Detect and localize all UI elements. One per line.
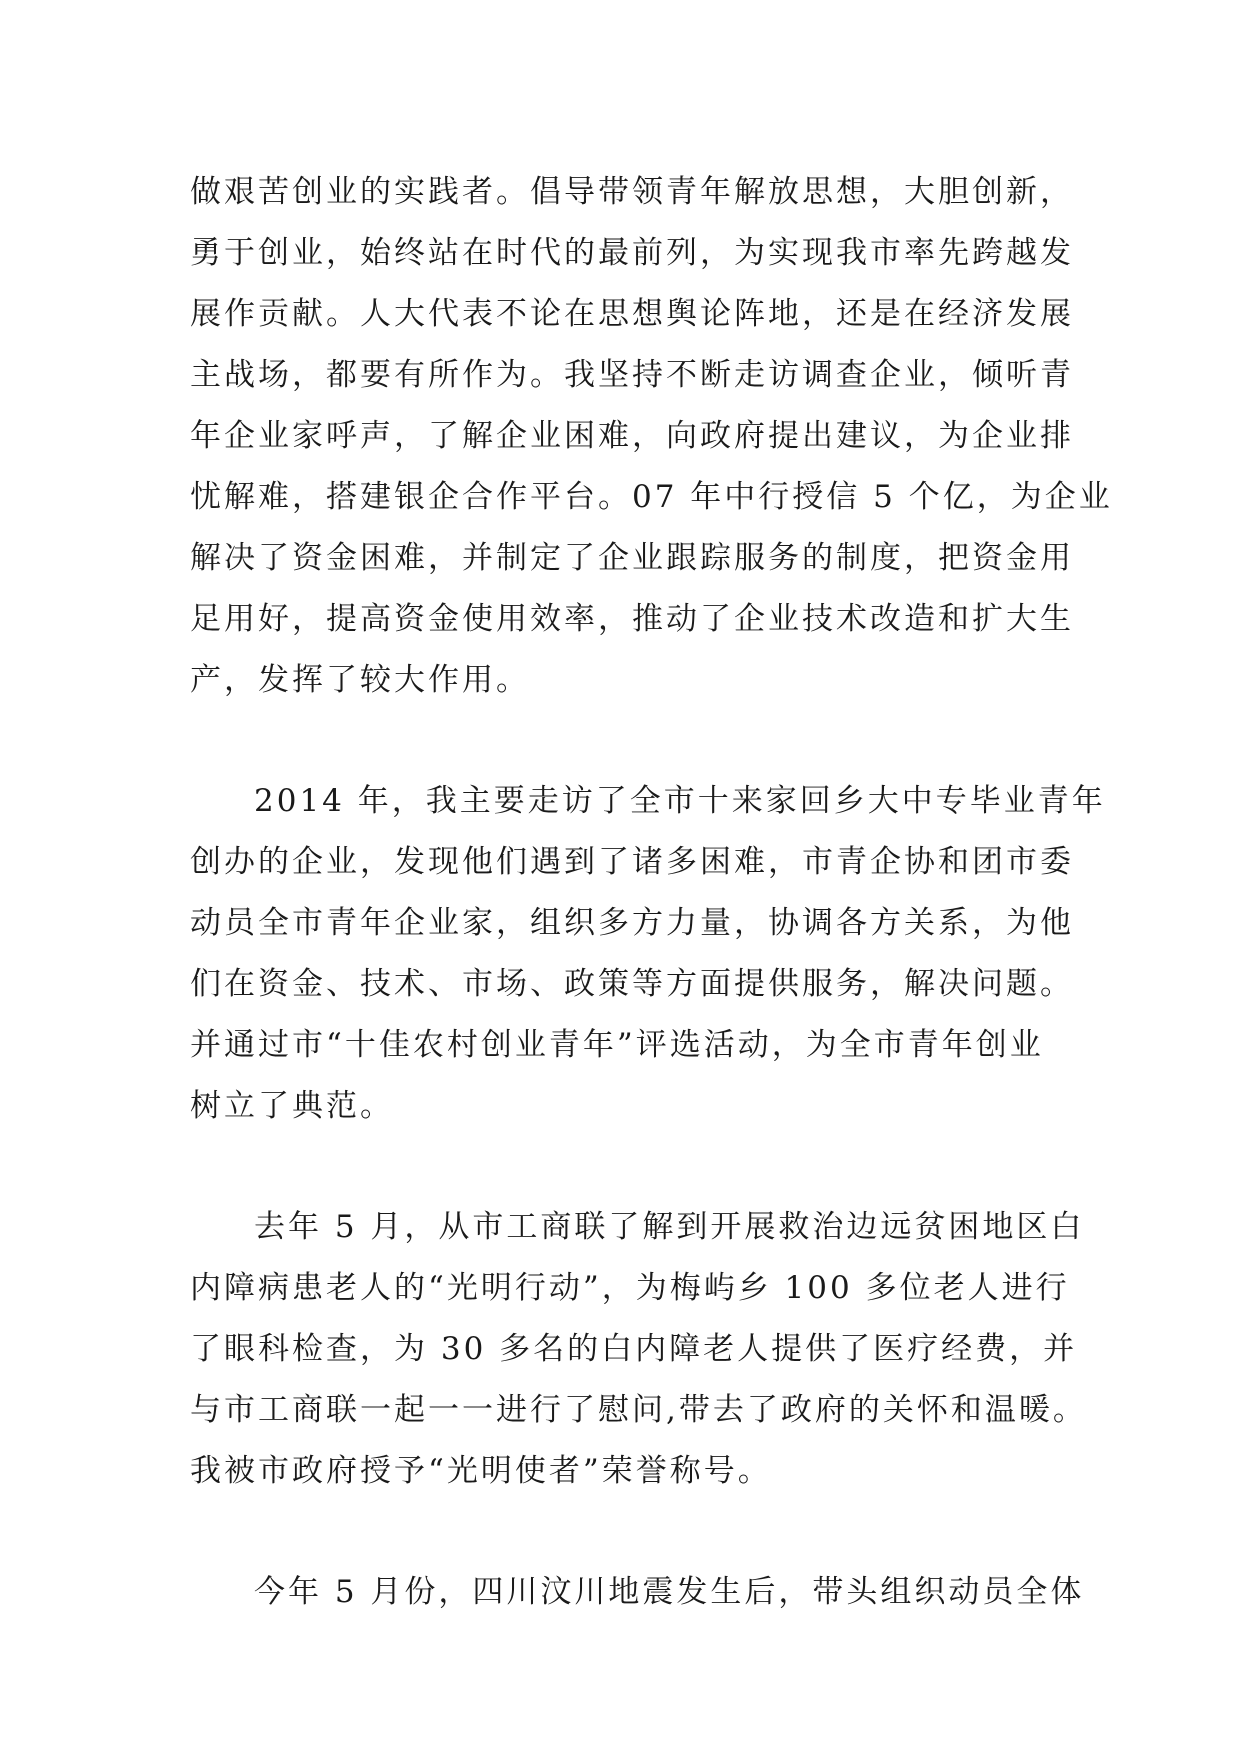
text-line: 解决了资金困难，并制定了企业跟踪服务的制度，把资金用 — [190, 540, 1074, 576]
paragraph-gap — [190, 711, 1060, 771]
text-line: 足用好，提高资金使用效率，推动了企业技术改造和扩大生 — [190, 601, 1074, 637]
document-body — [190, 162, 1113, 1623]
text-line: 树立了典范。 — [190, 1088, 394, 1124]
text-line-first: 2014 年，我主要走访了全市十来家回乡大中专毕业青年 — [254, 783, 1106, 819]
text-line: 创办的企业，发现他们遇到了诸多困难，市青企协和团市委 — [190, 844, 1074, 880]
text-line: 们在资金、技术、市场、政策等方面提供服务，解决问题。 — [190, 966, 1074, 1002]
paragraph-1 — [190, 162, 1113, 711]
paragraph-gap — [190, 1502, 1060, 1562]
text-line: 动员全市青年企业家，组织多方力量，协调各方关系，为他 — [190, 905, 1074, 941]
paragraph-3 — [190, 1197, 1087, 1502]
paragraph-2 — [190, 771, 1106, 1137]
text-line: 勇于创业，始终站在时代的最前列，为实现我市率先跨越发 — [190, 235, 1074, 271]
text-line: 年企业家呼声，了解企业困难，向政府提出建议，为企业排 — [190, 418, 1074, 454]
text-line: 我被市政府授予“光明使者”荣誉称号。 — [190, 1453, 772, 1489]
text-line: 忧解难，搭建银企合作平台。07 年中行授信 5 个亿，为企业 — [190, 479, 1113, 515]
text-line: 与市工商联一起一一进行了慰问,带去了政府的关怀和温暖。 — [190, 1392, 1087, 1428]
text-line: 并通过市“十佳农村创业青年”评选活动，为全市青年创业 — [190, 1027, 1044, 1063]
text-line: 主战场，都要有所作为。我坚持不断走访调查企业，倾听青 — [190, 357, 1074, 393]
text-line-first: 去年 5 月，从市工商联了解到开展救治边远贫困地区白 — [254, 1209, 1085, 1245]
paragraph-4 — [190, 1562, 1085, 1623]
text-line: 内障病患老人的“光明行动”，为梅屿乡 100 多位老人进行 — [190, 1270, 1070, 1306]
text-line: 了眼科检查，为 30 多名的白内障老人提供了医疗经费，并 — [190, 1331, 1078, 1367]
text-line: 展作贡献。人大代表不论在思想舆论阵地，还是在经济发展 — [190, 296, 1074, 332]
paragraph-gap — [190, 1137, 1060, 1197]
text-line: 产，发挥了较大作用。 — [190, 662, 530, 698]
text-line-first: 今年 5 月份，四川汶川地震发生后，带头组织动员全体 — [254, 1574, 1085, 1610]
text-line: 做艰苦创业的实践者。倡导带领青年解放思想，大胆创新， — [190, 174, 1074, 210]
